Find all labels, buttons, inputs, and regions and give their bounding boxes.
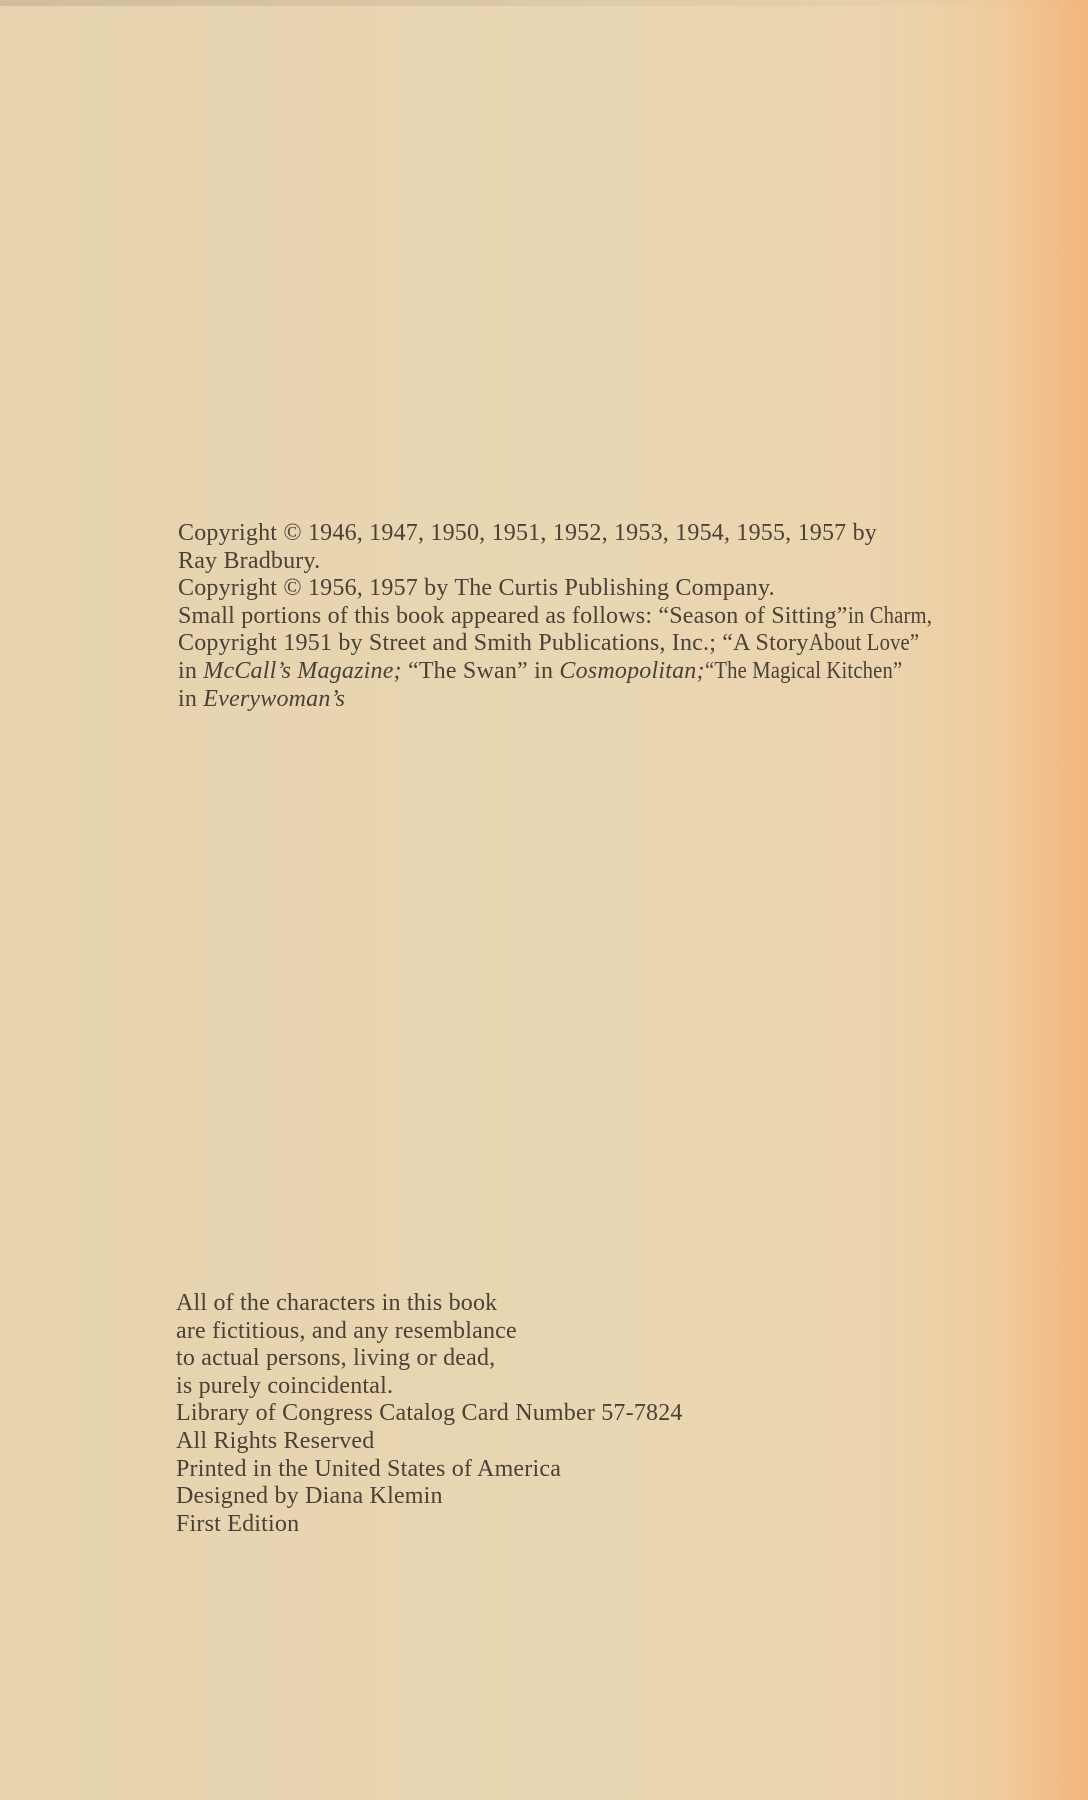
catalog-card-number: Library of Congress Catalog Card Number 57-7824 — [176, 1400, 683, 1427]
notice-line: are fictitious, and any resemblance — [176, 1317, 517, 1344]
copyright-line-1: Copyright © 1946, 1947, 1950, 1951, 1952, 1953, 1954, 1955, 1957 by — [178, 520, 877, 546]
copyright-line-3: Copyright © 1956, 1957 by The Curtis Publishing Company. — [178, 575, 775, 602]
printed-in: Printed in the United States of America — [176, 1455, 562, 1482]
rights-reserved: All Rights Reserved — [176, 1427, 375, 1454]
notice-line: is purely coincidental. — [176, 1372, 394, 1399]
copyright-notice — [178, 520, 1038, 713]
designer-credit: Designed by Diana Klemin — [176, 1483, 443, 1510]
publication-notice — [176, 1290, 816, 1538]
copyright-line-5-tail: About Love” — [808, 630, 919, 657]
copyright-line-5-main: Copyright 1951 by Street and Smith Publications, Inc.; “A Story — [178, 630, 809, 657]
copyright-line-5 — [178, 630, 1038, 658]
cosmopolitan-title: Cosmopolitan; — [559, 657, 705, 684]
copyright-line-6-end: “The Magical Kitchen” — [704, 657, 902, 684]
notice-line: All of the characters in this book — [176, 1290, 498, 1316]
copyright-line-4-tail: in Charm, — [847, 602, 932, 629]
copyright-line-6 — [178, 658, 1038, 686]
page-top-edge — [0, 0, 1088, 6]
copyright-line-2: Ray Bradbury. — [178, 547, 321, 574]
copyright-line-6-in: in — [178, 657, 204, 684]
copyright-line-4 — [178, 603, 1038, 631]
copyright-line-7 — [178, 686, 1038, 714]
copyright-line-6-mid: “The Swan” in — [401, 657, 560, 684]
edition: First Edition — [176, 1510, 300, 1537]
everywomans-title: Everywoman’s — [203, 685, 346, 712]
notice-line: to actual persons, living or dead, — [176, 1345, 496, 1372]
mccalls-magazine-title: McCall’s Magazine; — [203, 657, 402, 684]
copyright-line-7-in: in — [178, 685, 204, 712]
copyright-line-4-main: Small portions of this book appeared as follows: “Season of Sitting” — [178, 602, 848, 629]
